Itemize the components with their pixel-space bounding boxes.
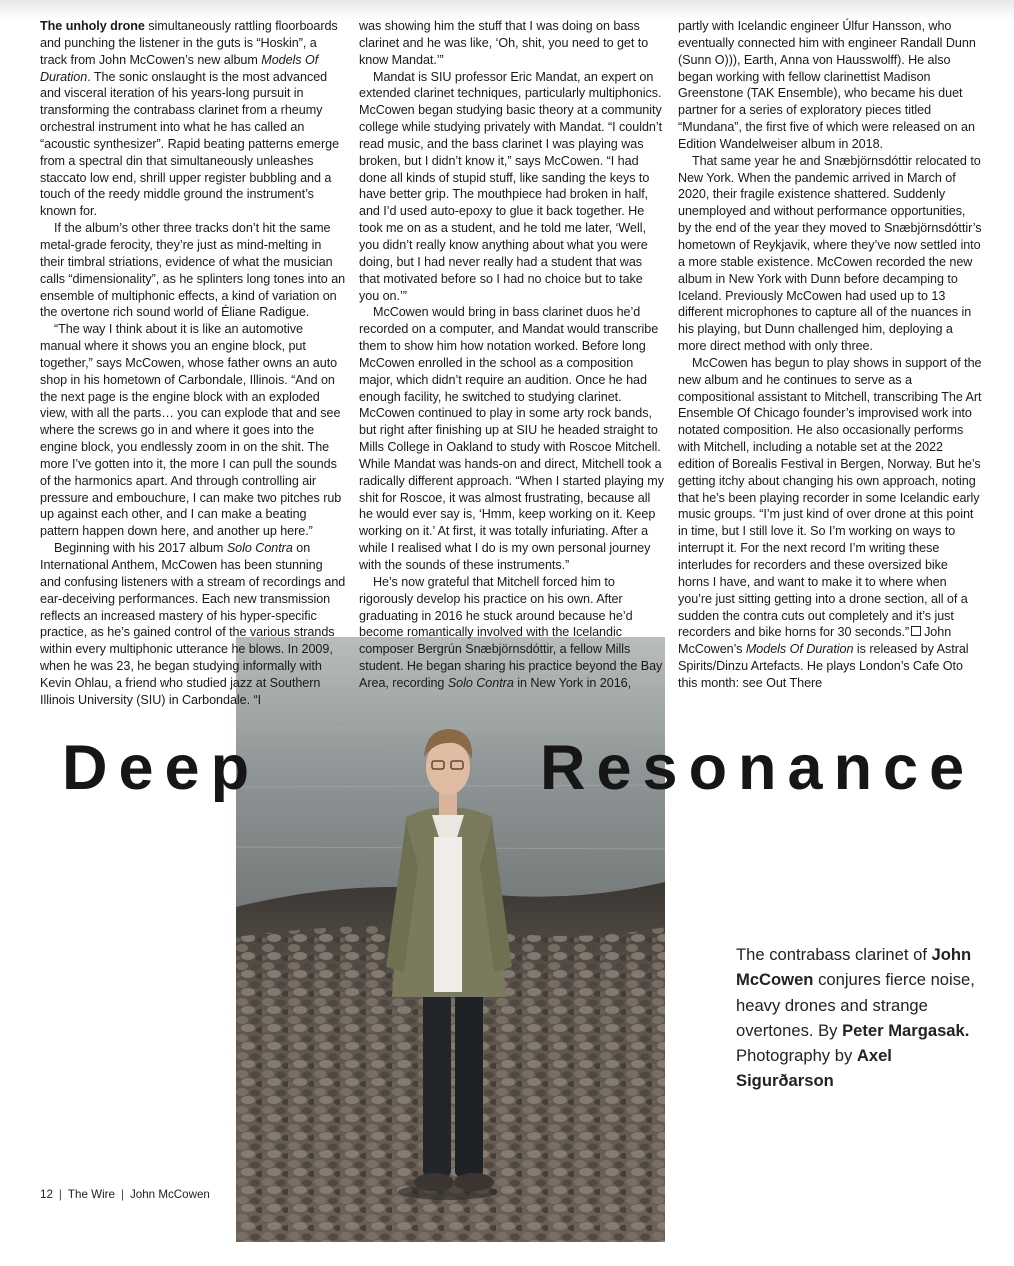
text: The contrabass clarinet of — [736, 945, 932, 964]
text: He’s now grateful that Mitchell forced him to rigorously develop his practice on his own. After graduating in 2016 he stuck around because he’d become romantically involved with the Icelandic composer Bergrún Snæbjörnsdóttir, a fellow Mills student. He began sharing his practice beyond the Bay Area, recording — [359, 574, 663, 690]
text: simultaneously rattling floorboards and punching the listener in the guts is “Hoskin”, a track from John McCowen’s new album — [40, 19, 338, 67]
credit-text: is released by Astral Spirits/Dinzu Artefacts. He plays London’s Cafe Oto this month: see Out There — [678, 642, 969, 690]
end-mark-icon — [911, 626, 921, 636]
paragraph — [40, 18, 346, 220]
divider: | — [120, 1188, 124, 1201]
text: in New York in 2016, — [513, 675, 632, 690]
text: McCowen has begun to play shows in support of the new album and he continues to serve as a compositional assistant to Mitchell, transcribing The Art Ensemble Of Chicago founder’s improvised work into notated composition. He also occasionally performs with Mitchell, including a notable set at the 2022 edition of Borealis Festival in Bergen, Norway. But he’s getting itchy about changing his own approach, noting that he’s been playing recorder in some Icelandic early music groups. “I’m just kind of over drone at this point in time, but I still love it. So I’m working on ways to interrupt it. For the next record I’m writing these interludes for recorders and these oversized bike horns I have, and want to make it to where when you’re just sitting getting into a drone section, all of a sudden the contra cuts out completely and it’s just recorders and bike horns for 30 seconds.” — [678, 355, 982, 640]
page-number: 12 — [40, 1188, 53, 1201]
article-column-3 — [678, 18, 982, 692]
album-title: Models Of Duration — [40, 52, 319, 84]
subject-name: John McCowen — [736, 945, 972, 990]
author-name: Peter Margasak. — [842, 1020, 970, 1040]
text: . The sonic onslaught is the most advanced and visceral iteration of his years-long pursuit in transforming the contrabass clarinet from a rheumy orchestral instrument into what he has called an “acoustic synthesizer”. Rapid beating patterns emerge from a spectral din that simultaneously unleashes staccato low end, shrill upper register bubbling and a touch of the reedy middle ground the instrument’s known for. — [40, 69, 340, 219]
page-footer — [40, 1188, 210, 1201]
divider: | — [58, 1188, 62, 1201]
text: on International Anthem, McCowen has been stunning and confusing listeners with a stream of recordings and ear-deceiving performances. Each new transmission reflects an increased mastery of his hyper-specific practice, as he’s gained control of the various strands within every multiphonic utterance he blows. In 2009, when he was 23, he began studying informally with Kevin Ohlau, a friend who studied jazz at Southern Illinois University (SIU) in Carbondale. “I — [40, 541, 346, 707]
paragraph: Mandat is SIU professor Eric Mandat, an expert on extended clarinet techniques, particularly multiphonics. McCowen began studying basic theory at a community college while studying privately with Mandat. “I couldn’t read music, and the bass clarinet I was playing was broken, but I didn’t know it,” says McCowen. “I had done all kinds of stupid stuff, like sanding the keys to have better grip. The mouthpiece had broken in half, and I’d used auto-epoxy to glue it back together. He took me on as a student, and he told me later, ‘Well, you didn’t really know anything about what you were doing, but I had never really had a student that was that motivated before so I had no choice but to take you on.’” — [359, 69, 663, 303]
paragraph — [40, 540, 346, 708]
credit-text: John McCowen’s — [678, 625, 952, 657]
paragraph — [359, 574, 665, 692]
article-column-2 — [359, 18, 665, 692]
paragraph — [678, 355, 982, 692]
paragraph: was showing him the stuff that I was doing on bass clarinet and he was like, ‘Oh, shit, you need to get to know Mandat.’” — [359, 19, 649, 67]
magazine-name: The Wire — [67, 1188, 115, 1201]
paragraph: “The way I think about it is like an automotive manual where it shows you an engine block, put together,” says McCowen, whose father owns an auto shop in his hometown of Carbondale, Illinois. “And on the next page is the engine block with an exploded view, with all the parts… you can explode that and see where the screws go in and where it goes into the engine block, you endlessly zoom in on the shit. The more I’ve gotten into it, the more I can pull the sounds of the harmonics apart. And through controlling air pressure and embouchure, I can make two pitches rub up against each other, and I can make a beating pattern happen down here, and another up here.” — [40, 322, 342, 539]
paragraph: That same year he and Snæbjörnsdóttir relocated to New York. When the pandemic arrived in March of 2020, their fragile existence shattered. Suddenly unemployed and without performance opportunities, by the end of the year they moved to Snæbjörnsdóttir’s hometown of Reykjavik, where they’ve now settled into a more stable existence. McCowen recorded the new album in New York with Dunn before decamping to Iceland. Previously McCowen had used up to 13 different microphones to capture all of the nuances in his playing, but Dunn challenged him, deploying a more direct method with only three. — [678, 153, 982, 354]
album-title: Solo Contra — [447, 675, 514, 690]
drop-lead: The unholy drone — [40, 19, 145, 33]
text: Photography by — [736, 1046, 857, 1066]
headline-word-2: Resonance — [540, 733, 976, 803]
paragraph: If the album’s other three tracks don’t hit the same metal-grade ferocity, they’re just as mind-melting in their timbral striations, evidence of what the musician calls “dimensionality”, as he splinters long tones into an ensemble of multiphonic effects, a kind of variation on the overtone rich sound world of Éliane Radigue. — [40, 221, 346, 320]
paragraph: McCowen would bring in bass clarinet duos he’d recorded on a computer, and Mandat would transcribe them to show him how notation worked. Before long McCowen enrolled in the school as a composition major, which didn’t require an audition. Once he had enough facility, he switched to studying clarinet. McCowen continued to play in some arty rock bands, but right after finishing up at SIU he headed straight to Mills College in Oakland to study with Roscoe Mitchell. While Mandat was hands-on and direct, Mitchell took a radically different approach. “When I started playing my shit for Roscoe, it was almost frustrating, because all he would ever say is, ‘Hmm, keep working on it. Keep working on it.’ At first, it was totally infuriating. After a while I realised what I do is my own personal journey with the sounds of these instruments.” — [359, 305, 664, 572]
text: Beginning with his 2017 album — [54, 541, 227, 556]
photographer-name: Axel Sigurðarson — [736, 1046, 892, 1091]
album-title: Solo Contra — [226, 541, 293, 556]
paragraph: partly with Icelandic engineer Úlfur Hansson, who eventually connected him with engineer Randall Dunn (Sunn O))), Earth, Anna von Hausswolff). He also began working with fellow clarinettist Madison Greenstone (TAK Ensemble), who became his duet partner for a series of exploratory pieces titled “Mundana”, the first five of which were released on an Edition Wandelweiser album in 2018. — [678, 19, 976, 151]
page-top-shade — [0, 0, 1014, 20]
album-title: Models Of Duration — [745, 642, 854, 657]
portrait-photo — [236, 637, 665, 1242]
article-column-1 — [40, 18, 346, 709]
standfirst — [736, 942, 986, 1094]
headline-word-1: Deep — [62, 733, 261, 803]
section-name: John McCowen — [129, 1188, 210, 1201]
text: conjures fierce noise, heavy drones and strange overtones. By — [736, 970, 975, 1040]
